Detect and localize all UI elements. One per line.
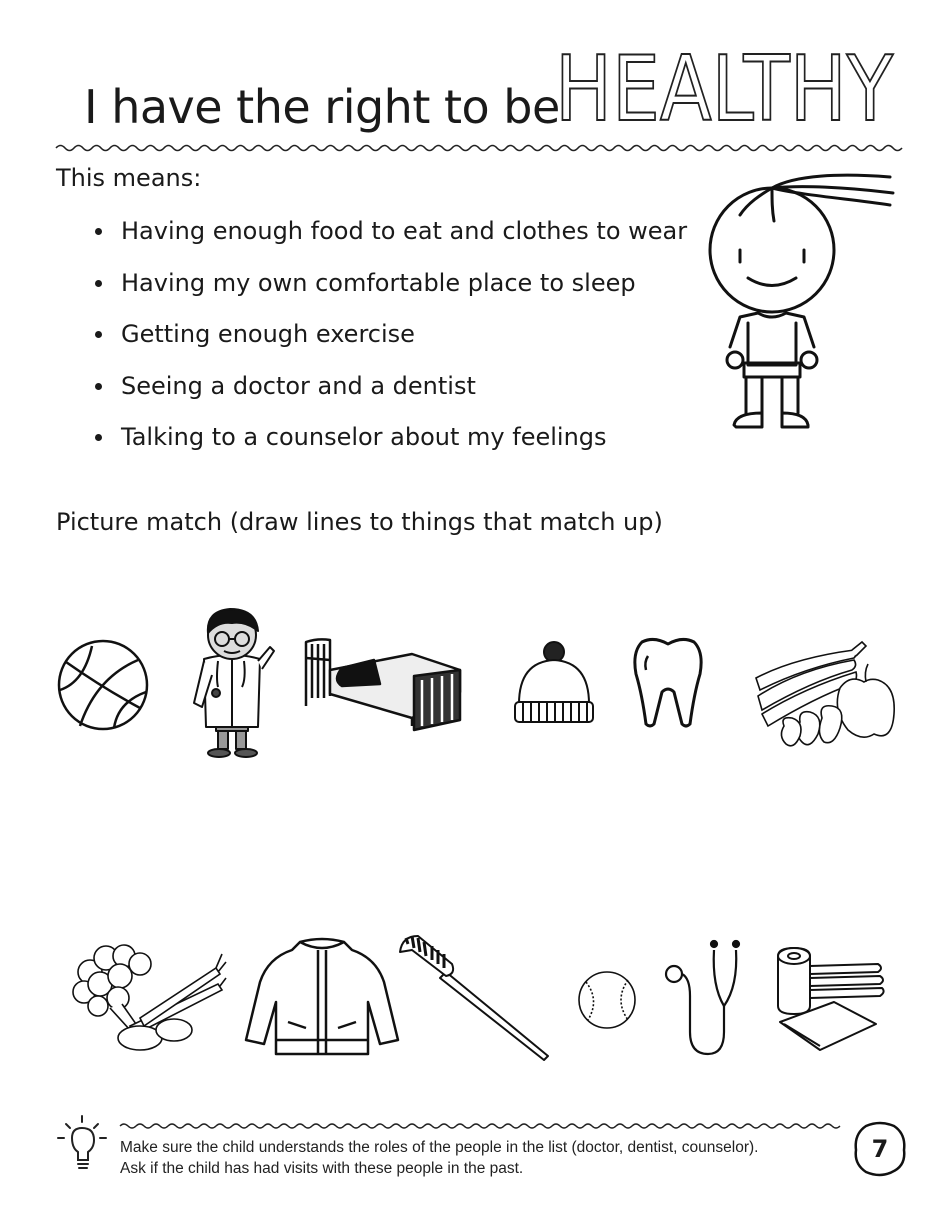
lightbulb-icon bbox=[52, 1112, 110, 1174]
rights-list bbox=[95, 212, 687, 470]
girl-figure-illustration bbox=[700, 165, 900, 435]
page-title: I have the right to be bbox=[84, 80, 560, 134]
basketball-icon bbox=[56, 638, 150, 732]
list-item: Seeing a doctor and a dentist bbox=[95, 367, 687, 419]
teacher-note-line-2: Ask if the child has had visits with these people in the past. bbox=[120, 1160, 524, 1177]
list-item: Having my own comfortable place to sleep bbox=[95, 264, 687, 316]
winter-hat-icon bbox=[513, 640, 595, 726]
list-item: Having enough food to eat and clothes to wear bbox=[95, 212, 687, 264]
toothbrush-icon bbox=[398, 932, 554, 1060]
teacher-note-line-1: Make sure the child understands the roles of the people in the list (doctor, dentist, counselor). bbox=[120, 1139, 759, 1156]
healthy-title-text: HEALTHY bbox=[555, 37, 894, 142]
page-number: 7 bbox=[871, 1135, 889, 1163]
towels-linens-icon bbox=[774, 946, 886, 1054]
bed-icon bbox=[302, 636, 466, 732]
tooth-icon bbox=[632, 636, 704, 730]
doctor-boy-icon bbox=[186, 603, 278, 761]
list-item: Talking to a counselor about my feelings bbox=[95, 418, 687, 470]
intro-label: This means: bbox=[56, 164, 202, 192]
top-wavy-divider bbox=[56, 142, 894, 154]
picture-match-title: Picture match (draw lines to things that match up) bbox=[56, 508, 663, 536]
vegetables-icon bbox=[70, 944, 226, 1054]
baseball-icon bbox=[576, 970, 638, 1030]
fruit-icon bbox=[754, 638, 896, 754]
jacket-icon bbox=[244, 936, 400, 1060]
list-item: Getting enough exercise bbox=[95, 315, 687, 367]
teacher-note bbox=[120, 1137, 758, 1179]
stethoscope-icon bbox=[662, 936, 752, 1058]
footer-wavy-divider bbox=[120, 1121, 832, 1131]
healthy-outline-title bbox=[553, 37, 898, 142]
